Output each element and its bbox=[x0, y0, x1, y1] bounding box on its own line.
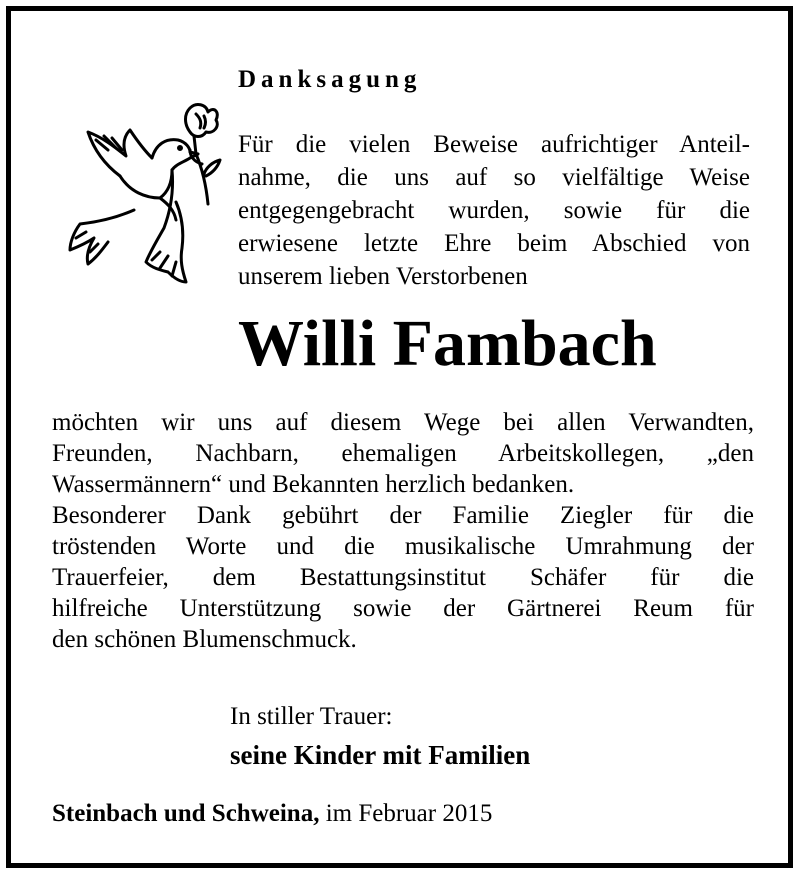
place-date-line bbox=[52, 800, 492, 828]
thanks-paragraph bbox=[52, 407, 754, 655]
thanks-line: tröstenden Worte und die musikalische Umrahmung der bbox=[52, 533, 754, 560]
thanks-line: Freunden, Nachbarn, ehemaligen Arbeitskollegen, „den bbox=[52, 440, 754, 467]
deceased-name: Willi Fambach bbox=[238, 307, 657, 380]
thanks-line: den schönen Blumenschmuck. bbox=[52, 626, 357, 653]
mourning-label: In stiller Trauer: bbox=[230, 703, 393, 730]
thanks-line: Wassermännern“ und Bekannten herzlich bedanken. bbox=[52, 471, 575, 498]
intro-line: nahme, die uns auf so vielfältige Weise bbox=[238, 164, 750, 191]
intro-line: erwiesene letzte Ehre beim Abschied von bbox=[238, 230, 750, 257]
intro-line: Für die vielen Beweise aufrichtiger Anteil- bbox=[238, 131, 750, 158]
thanks-line: Trauerfeier, dem Bestattungsinstitut Schäfer für die bbox=[52, 564, 754, 591]
mourners-signature: seine Kinder mit Familien bbox=[230, 740, 531, 770]
thanks-line: Besonderer Dank gebührt der Familie Ziegler für die bbox=[52, 502, 754, 529]
thanks-line: möchten wir uns auf diesem Wege bei allen Verwandten, bbox=[52, 409, 754, 436]
intro-paragraph bbox=[238, 128, 750, 293]
notice-date: im Februar 2015 bbox=[325, 800, 493, 827]
thanks-line: hilfreiche Unterstützung sowie der Gärtnerei Reum für bbox=[52, 595, 754, 622]
notice-heading: Danksagung bbox=[238, 66, 422, 93]
dove-with-rose-icon bbox=[56, 92, 232, 288]
intro-line: entgegengebracht wurden, sowie für die bbox=[238, 197, 750, 224]
place-name: Steinbach und Schweina, bbox=[52, 800, 320, 827]
intro-line: unserem lieben Verstorbenen bbox=[238, 263, 528, 290]
